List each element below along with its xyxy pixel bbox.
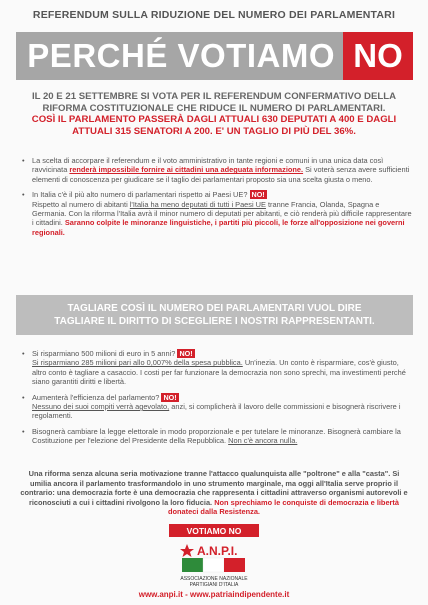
bullet-underline: Nessuno dei suoi compiti verrà agevolato,: [32, 402, 170, 412]
bullet-electoral-law: [22, 427, 414, 446]
anpi-logo: [170, 542, 258, 590]
bullet-efficiency: [22, 393, 414, 421]
bullet-question: Si risparmiano 500 milioni di euro in 5 anni?: [32, 349, 176, 358]
no-tag: NO!: [251, 190, 265, 200]
closing-paragraph: [20, 469, 408, 517]
bullet-text: Rispetto al numero di abitanti: [32, 199, 130, 209]
footer-links: [0, 590, 428, 599]
bullet-text: La scelta di accorpare il referendum e il voto amministrativo in tante regioni e comuni in una unica data così ravvicinata: [32, 156, 384, 175]
intro-line-red: COSÌ IL PARLAMENTO PASSERÀ DAGLI ATTUALI 630 DEPUTATI A 400 E DAGLI: [31, 114, 397, 125]
page-title: PERCHÉ VOTIAMO: [16, 32, 343, 80]
logo-name: A.N.P.I.: [197, 544, 238, 558]
bullet-eu-comparison: [22, 190, 414, 237]
logo-subtitle-2: PARTIGIANI D'ITALIA: [189, 582, 239, 588]
intro-block: [20, 91, 408, 137]
statement-band: [16, 295, 413, 335]
bullet-text: anzi, si complicherà il lavoro delle commissioni e bisognerà riscrivere i regolamenti.: [32, 402, 401, 421]
bullet-underline: Si risparmiano 285 milioni pari allo 0,007% della spesa pubblica.: [32, 358, 243, 368]
bullet-underline: Non c'è ancora nulla.: [228, 436, 298, 446]
bullet-text: Bisognerà cambiare la legge elettorale in modo proporzionale e per tutelare le minoranze. Bisognerà cambiare la Costituzione per l'elezione del Presidente della Repubblica.: [32, 426, 401, 446]
bullets-section-2: [22, 349, 414, 450]
footer-link-patria[interactable]: www.patriaindipendente.it: [190, 590, 290, 599]
no-tag: NO!: [163, 392, 177, 402]
title-bar: [16, 32, 413, 80]
logo-subtitle-1: ASSOCIAZIONE NAZIONALE: [180, 576, 248, 582]
vote-no-badge: VOTIAMO NO: [169, 524, 259, 537]
footer-separator: -: [182, 590, 190, 599]
title-no-badge: NO: [343, 32, 413, 80]
closing-red-text: Non sprechiamo le conquiste di democrazia e libertà donateci dalla Resistenza.: [167, 497, 400, 517]
bullet-text: Un'inezia. Un conto è risparmiare, cos'è giusto, altro conto è tagliare a casaccio. I costi per far funzionare la democrazia non sono sprechi, ma investimenti perché siano garantiti diritti e libertà.: [32, 358, 406, 387]
bullet-text: tranne Francia, Olanda, Spagna e Germania. Con la riforma l'Italia avrà il minor numero di deputati per abitanti, e ciò renderà più difficile rappresentare i cittadini.: [32, 199, 412, 228]
bullet-savings: [22, 349, 414, 387]
closing-text: Una riforma senza alcuna seria motivazione tranne l'attacco qualunquista alle "poltrone" e alla "casta". Si umilia ancora il parlamento trasformandolo in uno strumento marginale, ma oggi all'Italia serve proprio il contrario: una democrazia forte è una democrazia che rappresenta i cittadini attraverso organismi autorevoli e riconosciuti a cui i cittadini rivolgono la loro fiducia.: [20, 469, 408, 507]
flag-white: [203, 558, 224, 572]
intro-line: RIFORMA COSTITUZIONALE CHE RIDUCE IL NUMERO DI PARLAMENTARI.: [42, 102, 386, 114]
statement-line: TAGLIARE IL DIRITTO DI SCEGLIERE I NOSTRI RAPPRESENTANTI.: [54, 316, 375, 327]
bullet-highlight: renderà impossibile fornire ai cittadini una adeguata informazione.: [69, 165, 304, 175]
bullet-question: In Italia c'è il più alto numero di parlamentari rispetto ai Paesi UE?: [32, 190, 248, 200]
referendum-banner: REFERENDUM SULLA RIDUZIONE DEL NUMERO DEI PARLAMENTARI: [32, 9, 396, 21]
intro-line: IL 20 E 21 SETTEMBRE SI VOTA PER IL REFERENDUM CONFERMATIVO DELLA: [31, 91, 397, 102]
star-icon: [180, 544, 194, 557]
bullet-highlight: Saranno colpite le minoranze linguistiche, i partiti più piccoli, le forze all'opposizione nei governi regionali.: [32, 218, 405, 237]
intro-line-red: ATTUALI 315 SENATORI A 200. E' UN TAGLIO DI PIÙ DEL 36%.: [72, 125, 356, 137]
flag-green: [182, 558, 203, 572]
bullet-question: Aumenterà l'efficienza del parlamento?: [32, 392, 160, 402]
bullets-section-1: [22, 156, 414, 241]
bullet-underline: l'Italia ha meno deputati di tutti i Paesi UE: [129, 199, 266, 209]
bullet-information: [22, 156, 414, 184]
statement-line: TAGLIARE COSÌ IL NUMERO DEI PARLAMENTARI VUOL DIRE: [67, 303, 362, 314]
flag-red: [224, 558, 245, 572]
bullet-text: Si voterà senza avere sufficienti elementi di conoscenza per giudicare se il taglio dei parlamentari proposto sia una scelta giusta o meno.: [32, 165, 410, 184]
no-tag: NO!: [179, 349, 193, 358]
footer-link-anpi[interactable]: www.anpi.it: [138, 590, 183, 599]
